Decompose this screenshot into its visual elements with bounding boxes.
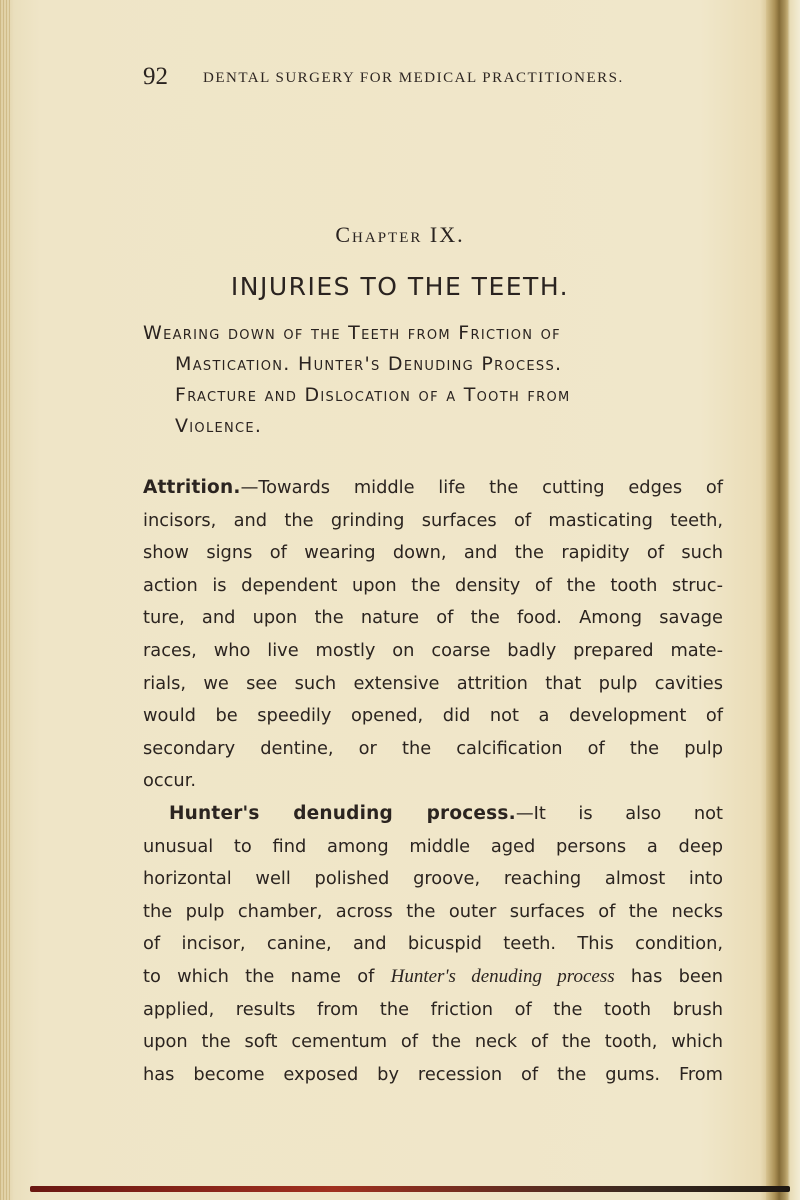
chapter-label: Chapter IX. bbox=[335, 222, 465, 247]
paragraph-line: action is dependent upon the density of the tooth struc- bbox=[143, 574, 723, 596]
chapter-title: INJURIES TO THE TEETH. bbox=[230, 272, 570, 301]
summary-line: Wearing down of the Teeth from Friction of bbox=[143, 322, 561, 344]
page-gutter-edge bbox=[0, 0, 10, 1200]
paragraph-line bbox=[143, 472, 723, 505]
hunter-heading: Hunter's denuding process. bbox=[169, 802, 516, 824]
page-bottom-edge bbox=[30, 1186, 790, 1192]
paragraph-line: upon the soft cementum of the neck of the tooth, which bbox=[143, 1031, 723, 1053]
paragraph-line: the pulp chamber, across the outer surfaces of the necks bbox=[143, 900, 723, 922]
paragraph-line: ture, and upon the nature of the food. Among savage bbox=[143, 607, 723, 629]
page-fore-edge-shadow bbox=[766, 0, 788, 1200]
summary-line: Violence. bbox=[175, 415, 263, 437]
paragraph-line: races, who live mostly on coarse badly prepared mate- bbox=[143, 639, 723, 661]
paragraph-line: occur. bbox=[143, 770, 197, 792]
paragraph-line: would be speedily opened, did not a development of bbox=[143, 705, 723, 727]
hunter-italic-term: Hunter's denuding process bbox=[390, 965, 615, 987]
hunter-text: —It is also not bbox=[515, 802, 723, 824]
paragraph-line bbox=[143, 961, 723, 994]
paragraph-line: unusual to find among middle aged persons a deep bbox=[143, 835, 723, 857]
summary-line: Fracture and Dislocation of a Tooth from bbox=[175, 384, 571, 406]
attrition-text: —Towards middle life the cutting edges of bbox=[240, 477, 723, 498]
paragraph-line: horizontal well polished groove, reaching almost into bbox=[143, 868, 723, 890]
paragraph-line: incisors, and the grinding surfaces of masticating teeth, bbox=[143, 509, 723, 531]
paragraph-line: applied, results from the friction of the tooth brush bbox=[143, 998, 723, 1020]
running-head: DENTAL SURGERY FOR MEDICAL PRACTITIONERS. bbox=[203, 70, 624, 86]
paragraph-line bbox=[143, 798, 723, 831]
attrition-heading: Attrition. bbox=[143, 477, 241, 498]
chapter-summary bbox=[143, 318, 743, 442]
hunter-text-before-term: to which the name of bbox=[143, 965, 391, 987]
paragraph-line: show signs of wearing down, and the rapidity of such bbox=[143, 542, 723, 564]
paragraph-line: secondary dentine, or the calcification of the pulp bbox=[143, 737, 723, 759]
paragraph-line: has become exposed by recession of the gums. From bbox=[143, 1063, 723, 1085]
hunter-text-after-term: has been bbox=[614, 965, 724, 987]
paragraph-line: of incisor, canine, and bicuspid teeth. This condition, bbox=[143, 933, 723, 955]
summary-line: Mastication. Hunter's Denuding Process. bbox=[175, 353, 563, 375]
paragraph-line: rials, we see such extensive attrition that pulp cavities bbox=[143, 672, 723, 694]
body-text bbox=[143, 472, 723, 1091]
page-number: 92 bbox=[143, 63, 168, 90]
